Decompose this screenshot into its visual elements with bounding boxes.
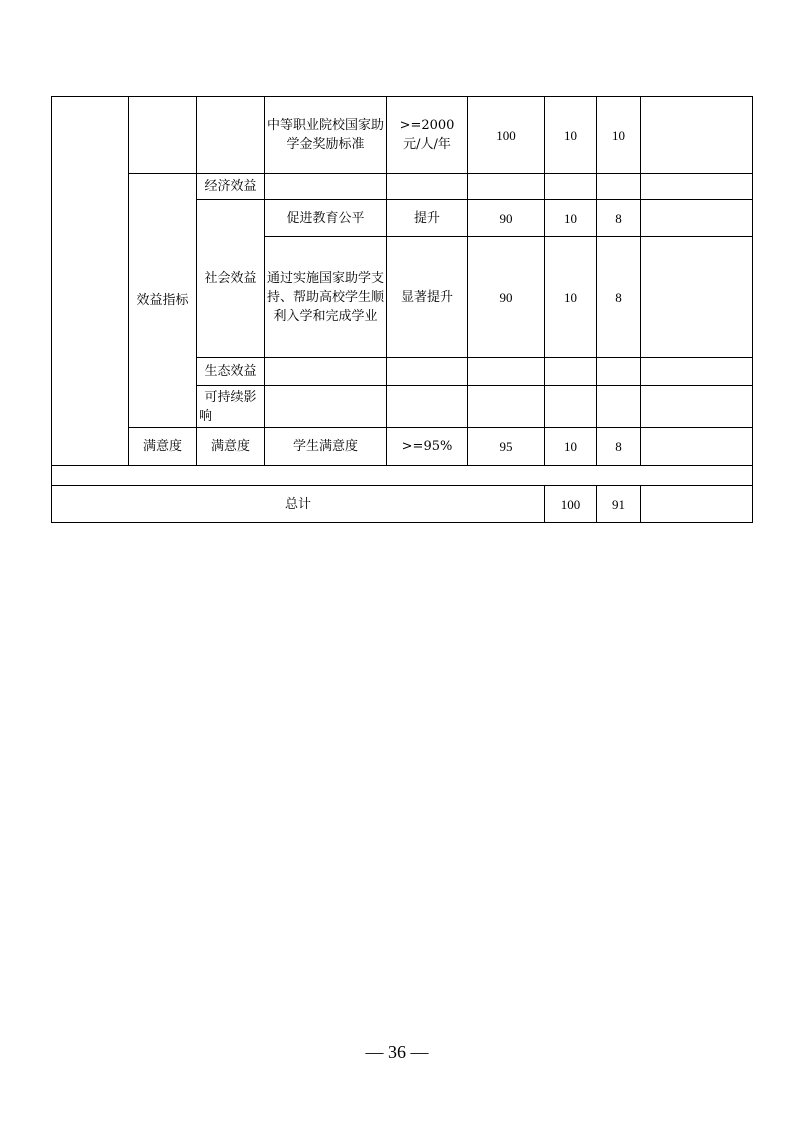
indicator-cell: 促进教育公平 bbox=[265, 200, 387, 237]
table-row bbox=[52, 428, 753, 466]
ecological-benefit-cell: 生态效益 bbox=[197, 358, 265, 386]
total-score-max-cell: 100 bbox=[545, 486, 597, 523]
benefit-indicator-cell: 效益指标 bbox=[129, 174, 197, 428]
indicator-cell: 通过实施国家助学支持、帮助高校学生顺利入学和完成学业 bbox=[265, 237, 387, 358]
score-cell: 8 bbox=[597, 200, 641, 237]
sustainable-impact-cell: 可持续影响 bbox=[197, 386, 265, 428]
target-cell: >=95% bbox=[387, 428, 468, 466]
remark-cell bbox=[641, 200, 753, 237]
social-benefit-cell: 社会效益 bbox=[197, 200, 265, 358]
performance-table bbox=[51, 96, 753, 523]
indicator-cell: 中等职业院校国家助学金奖励标准 bbox=[265, 97, 387, 174]
score-max-cell: 10 bbox=[545, 237, 597, 358]
target-cell: 提升 bbox=[387, 200, 468, 237]
spacer-row-cell bbox=[52, 466, 753, 486]
remark-cell bbox=[641, 97, 753, 174]
level1-cell bbox=[129, 97, 197, 174]
weight-cell: 90 bbox=[468, 200, 545, 237]
satisfaction-level2-cell: 满意度 bbox=[197, 428, 265, 466]
satisfaction-level1-cell: 满意度 bbox=[129, 428, 197, 466]
weight-cell: 90 bbox=[468, 237, 545, 358]
table-row bbox=[52, 174, 753, 200]
left-category-cell bbox=[52, 97, 129, 466]
total-row bbox=[52, 486, 753, 523]
remark-cell bbox=[641, 237, 753, 358]
target-cell: 显著提升 bbox=[387, 237, 468, 358]
level2-cell bbox=[197, 97, 265, 174]
economic-benefit-cell: 经济效益 bbox=[197, 174, 265, 200]
score-cell: 10 bbox=[597, 97, 641, 174]
target-cell: >=2000 元/人/年 bbox=[387, 97, 468, 174]
indicator-cell: 学生满意度 bbox=[265, 428, 387, 466]
remark-cell bbox=[641, 428, 753, 466]
table-row bbox=[52, 466, 753, 486]
score-max-cell: 10 bbox=[545, 428, 597, 466]
score-cell: 8 bbox=[597, 428, 641, 466]
remark-cell bbox=[641, 486, 753, 523]
page-number: — 36 — bbox=[365, 1042, 429, 1062]
total-label-cell: 总计 bbox=[52, 486, 545, 523]
score-cell: 8 bbox=[597, 237, 641, 358]
total-score-cell: 91 bbox=[597, 486, 641, 523]
table-row bbox=[52, 97, 753, 174]
score-max-cell: 10 bbox=[545, 97, 597, 174]
score-max-cell: 10 bbox=[545, 200, 597, 237]
weight-cell: 95 bbox=[468, 428, 545, 466]
weight-cell: 100 bbox=[468, 97, 545, 174]
